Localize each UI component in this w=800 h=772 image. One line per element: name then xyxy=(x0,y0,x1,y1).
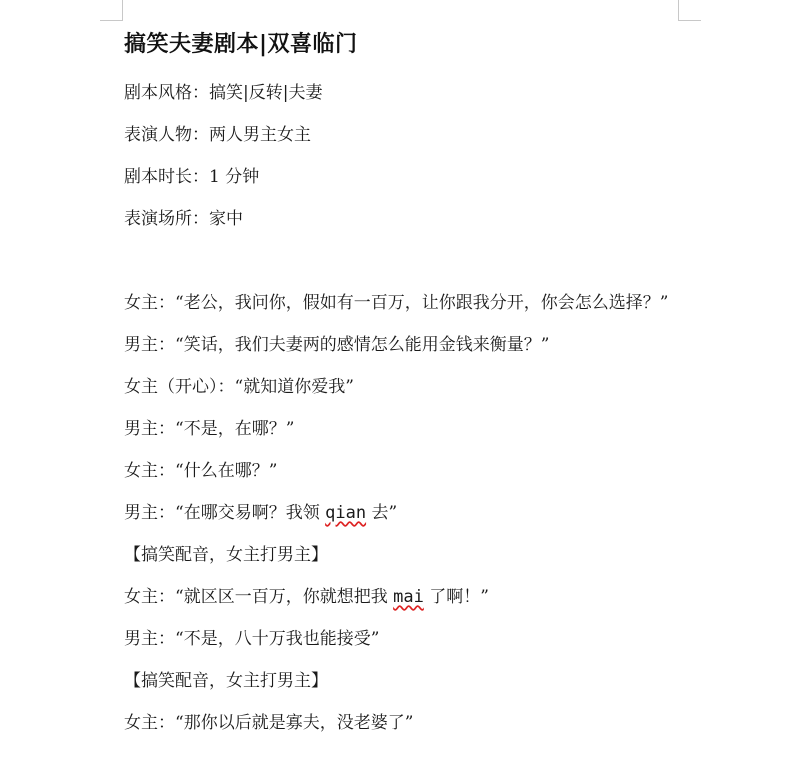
meta-style: 剧本风格：搞笑|反转|夫妻 xyxy=(124,83,323,103)
meta-cast: 表演人物：两人男主女主 xyxy=(124,125,311,145)
dialogue-line: 男主：“不是，八十万我也能接受” xyxy=(124,629,380,649)
document-page xyxy=(124,24,684,744)
page-corner-mark-left xyxy=(100,0,123,21)
page-corner-mark-right xyxy=(678,0,701,21)
document-title: 搞笑夫妻剧本|双喜临门 xyxy=(124,32,358,57)
stage-direction: 【搞笑配音，女主打男主】 xyxy=(124,671,328,691)
dialogue-line: 男主：“笑话，我们夫妻两的感情怎么能用金钱来衡量？” xyxy=(124,335,550,355)
dialogue-line xyxy=(124,492,684,534)
dialogue-line: 女主：“老公，我问你，假如有一百万，让你跟我分开，你会怎么选择？” xyxy=(124,293,669,313)
dialogue-line: 女主：“什么在哪？” xyxy=(124,461,278,481)
spellcheck-word[interactable]: qian xyxy=(325,503,367,523)
dialogue-line: 女主（开心）：“就知道你爱我” xyxy=(124,377,354,397)
dialogue-line xyxy=(124,576,684,618)
meta-duration: 剧本时长：1 分钟 xyxy=(124,167,260,187)
stage-direction: 【搞笑配音，女主打男主】 xyxy=(124,545,328,565)
meta-venue: 表演场所：家中 xyxy=(124,209,243,229)
dialogue-text: 去” xyxy=(366,503,398,523)
dialogue-text: 男主：“在哪交易啊？我领 xyxy=(124,503,326,523)
dialogue-line: 男主：“不是，在哪？” xyxy=(124,419,295,439)
dialogue-text: 了啊！” xyxy=(423,587,489,607)
spellcheck-word[interactable]: mai xyxy=(393,587,424,607)
dialogue-line: 女主：“那你以后就是寡夫，没老婆了” xyxy=(124,713,414,733)
blank-line xyxy=(124,240,684,282)
dialogue-text: 女主：“就区区一百万，你就想把我 xyxy=(124,587,394,607)
